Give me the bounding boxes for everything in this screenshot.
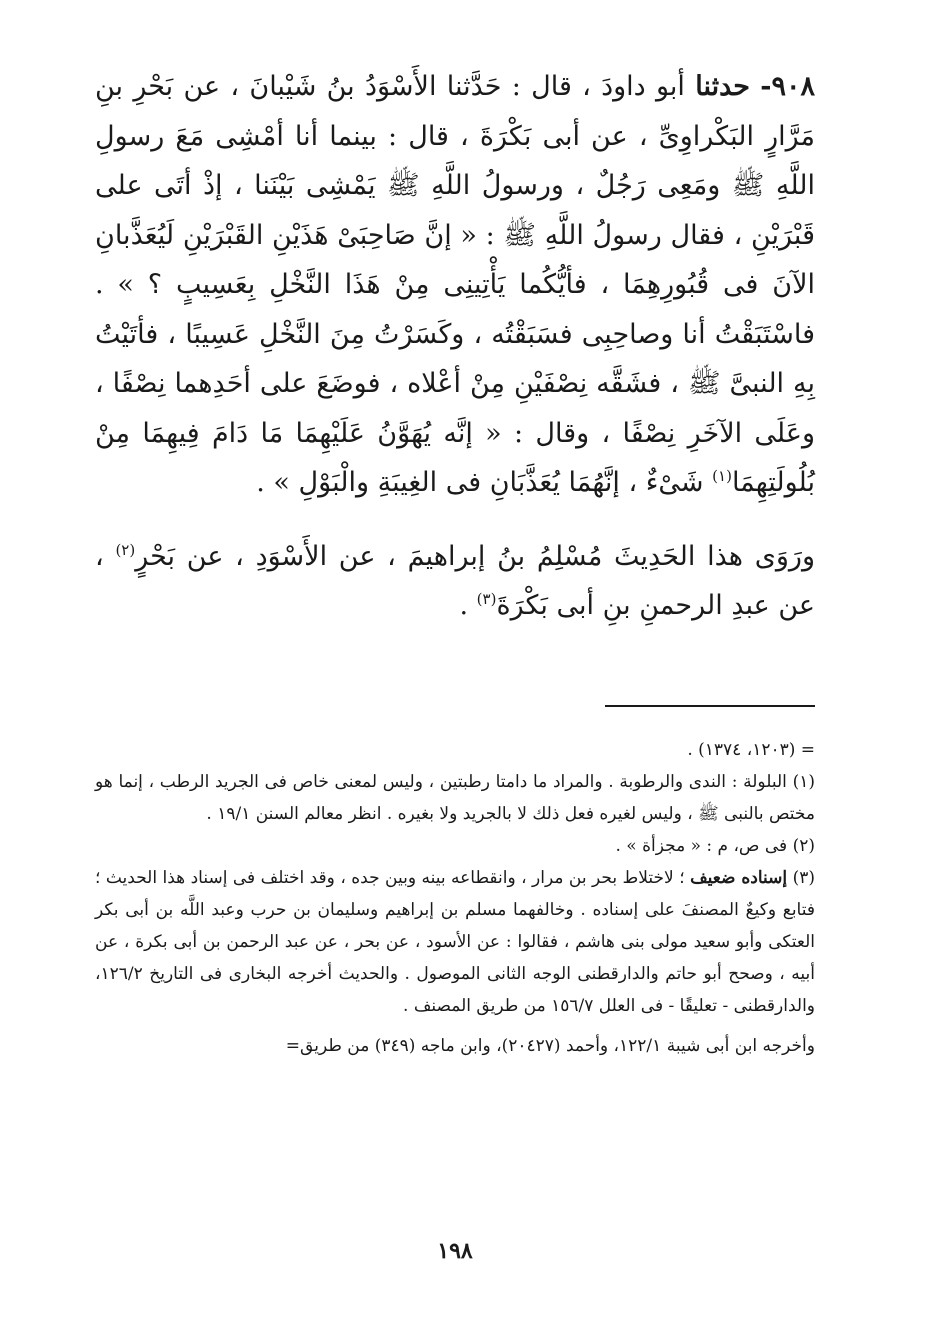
book-page: [95, 62, 815, 1282]
narration-part-a: ورَوَى هذا الحَدِيثَ مُسْلِمُ بنُ إبراهيمَ ، عن الأَسْوَدِ ، عن بَحْرٍ: [135, 540, 815, 572]
narration-part-b: ، عن عبدِ الرحمنِ بنِ أبى بَكْرَةَ: [95, 540, 815, 621]
footnote-3-body: ؛ لاختلاط بحر بن مرار ، وانقطاعه بينه وبين جده ، وقد اختلف فى إسناد هذا الحديث ؛ فتابع وكيعٌ المصنفَ على إسناده . وخالفهما مسلم بن إبراهيم وسليمان بن حرب وعبد اللَّه بن أبى بكر العتكى وأبو سعيد مولى بنى هاشم ، فقالوا : عن الأسود ، عن بحر ، عن عبد الرحمن بن أبى بكرة ، عن أبيه ، وصحح أبو حاتم والدارقطنى الوجه الثانى الموصول . والحديث أخرجه البخارى فى التاريخ ١٢٦/٢، والدارقطنى - تعليقًا - فى العلل ١٥٦/٧ من طريق المصنف .: [95, 868, 815, 1016]
footnote-ref-1: (١): [712, 467, 732, 485]
footnote-3-continuation: وأخرجه ابن أبى شيبة ١٢٢/١، وأحمد (٢٠٤٢٧)، وابن ماجه (٣٤٩) من طريق=: [285, 1036, 815, 1056]
page-number: ١٩٨: [437, 1238, 473, 1264]
footnote-3-number: (٣): [792, 868, 816, 888]
footnotes: [95, 734, 815, 1062]
footnote-1: (١) البلولة : الندى والرطوبة . والمراد ما دامتا رطبتين ، وليس لمعنى خاص فى الجريد الرطب ، إنما هو مختص بالنبى ﷺ ، وليس لغيره فعل ذلك لا بالجريد ولا بغيره . انظر معالم السنن ١٩/١ .: [95, 772, 815, 824]
footnote-carry-over: = (١٢٠٣، ١٣٧٤) .: [687, 740, 815, 760]
footnote-ref-2: (٢): [115, 540, 136, 559]
hadith-body: أبو داودَ ، قال : حَدَّثنا الأَسْوَدُ بنُ شَيْبانَ ، عن بَحْرِ بنِ مَرَّارٍ البَكْراوِىِّ ، عن أبى بَكْرَةَ ، قال : بينما أنا أمْشِى مَعَ رسولِ اللَّهِ ﷺ ومَعِى رَجُلٌ ، ورسولُ اللَّهِ ﷺ يَمْشِى بَيْنَنا ، إذْ أتَى على قَبْرَيْنِ ، فقال رسولُ اللَّهِ ﷺ : « إنَّ صَاحِبَىْ هَذَيْنِ القَبْرَيْنِ لَيُعَذَّبانِ الآنَ فى قُبُورِهِمَا ، فأيُّكُما يَأْتِينِى مِنْ هَذَا النَّخْلِ بِعَسِيبٍ ؟ » . فاسْتَبَقْتُ أنا وصاحِبِى فسَبَقْتُه ، وكَسَرْتُ مِنَ النَّخْلِ عَسِيبًا ، فأتَيْتُ بِهِ النبىَّ ﷺ ، فشَقَّه نِصْفَيْنِ مِنْ أعْلاه ، فوضَعَ على أحَدِهما نِصْفًا ، وعَلَى الآخَرِ نِصْفًا ، وقال : « إنَّه يُهَوَّنُ عَلَيْهِمَا مَا دَامَ فِيهِمَا مِنْ بُلُولَتِهِمَا: [95, 71, 815, 498]
footnote-2: (٢) فى ص، م : « مجزأة » .: [615, 836, 815, 856]
narration-part-c: .: [459, 590, 469, 621]
hadith-body-end: شَىْءٌ ، إنَّهُمَا يُعَذَّبَانِ فى الغِيبَةِ والْبَوْلِ » .: [256, 467, 704, 498]
hadith-paragraph-2: [95, 532, 815, 631]
hadith-lead-word: حدثنا: [695, 71, 750, 102]
footnote-3: [95, 862, 815, 1022]
footnote-separator: [605, 705, 815, 707]
footnote-3-grading: إسناده ضعيف: [690, 868, 788, 888]
footnote-ref-3: (٣): [476, 590, 497, 608]
hadith-paragraph-1: [95, 62, 815, 508]
hadith-number: ٩٠٨-: [760, 71, 815, 102]
hadith-text: [95, 62, 815, 631]
